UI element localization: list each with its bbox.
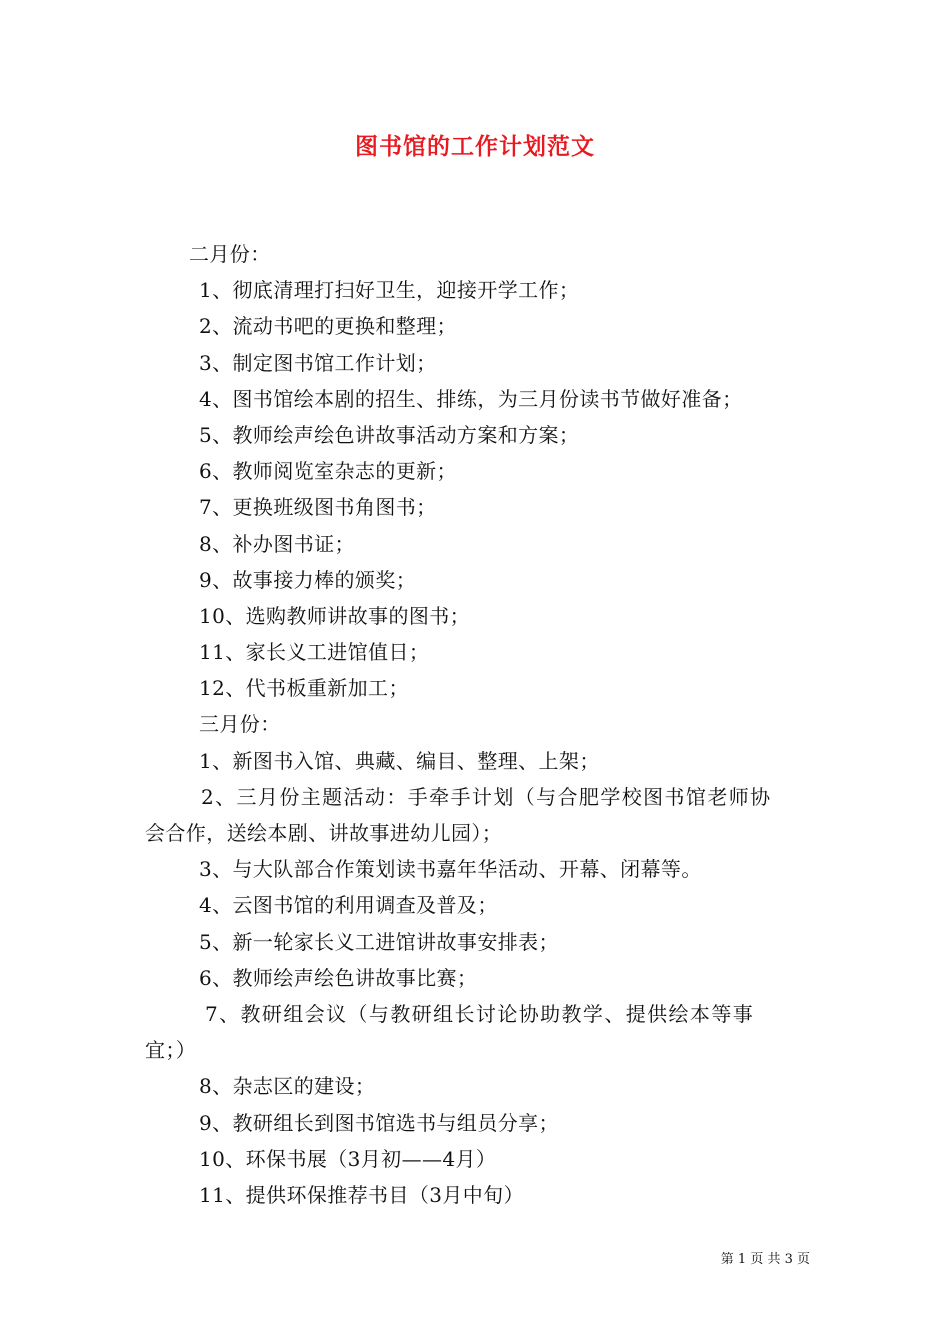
section-heading-february: 二月份： xyxy=(189,242,271,266)
document-body xyxy=(145,236,810,1213)
document-title: 图书馆的工作计划范文 xyxy=(355,133,595,160)
list-item-continuation: 宜；） xyxy=(145,1038,197,1063)
list-item: 4、图书馆绘本剧的招生、排练，为三月份读书节做好准备； xyxy=(199,386,743,411)
list-item: 9、故事接力棒的颁奖； xyxy=(199,567,417,592)
list-item: 6、教师阅览室杂志的更新； xyxy=(199,459,457,484)
list-item: 7、更换班级图书角图书； xyxy=(199,495,437,520)
list-item: 3、与大队部合作策划读书嘉年华活动、开幕、闭幕等。 xyxy=(199,857,702,882)
list-item: 5、教师绘声绘色讲故事活动方案和方案； xyxy=(199,422,580,447)
list-item: 3、制定图书馆工作计划； xyxy=(199,350,437,375)
list-item: 9、教研组长到图书馆选书与组员分享； xyxy=(199,1110,559,1135)
list-item: 12、代书板重新加工； xyxy=(199,676,409,701)
list-item: 1、新图书入馆、典藏、编目、整理、上架； xyxy=(199,748,600,773)
list-item: 10、选购教师讲故事的图书； xyxy=(199,603,471,628)
list-item: 2、流动书吧的更换和整理； xyxy=(199,314,457,339)
list-item: 8、杂志区的建设； xyxy=(199,1074,376,1099)
list-item: 11、家长义工进馆值日； xyxy=(199,640,430,665)
list-item: 2、三月份主题活动：手牵手计划（与合肥学校图书馆老师协 xyxy=(201,784,772,809)
list-item-continuation: 会合作，送绘本剧、讲故事进幼儿园）； xyxy=(145,821,503,845)
list-item: 4、云图书馆的利用调查及普及； xyxy=(199,893,498,918)
list-item: 8、补办图书证； xyxy=(199,531,355,556)
list-item: 5、新一轮家长义工进馆讲故事安排表； xyxy=(199,929,559,954)
list-item: 10、环保书展（3月初——4月） xyxy=(199,1146,497,1171)
page-footer: 第 1 页 共 3 页 xyxy=(720,1252,810,1267)
list-item: 6、教师绘声绘色讲故事比赛； xyxy=(199,965,478,990)
list-item: 7、教研组会议（与教研组长讨论协助教学、提供绘本等事 xyxy=(205,1001,755,1026)
section-heading-march: 三月份： xyxy=(199,712,281,737)
list-item: 1、彻底清理打扫好卫生，迎接开学工作； xyxy=(199,278,580,303)
list-item: 11、提供环保推荐书目（3月中旬） xyxy=(199,1182,524,1207)
